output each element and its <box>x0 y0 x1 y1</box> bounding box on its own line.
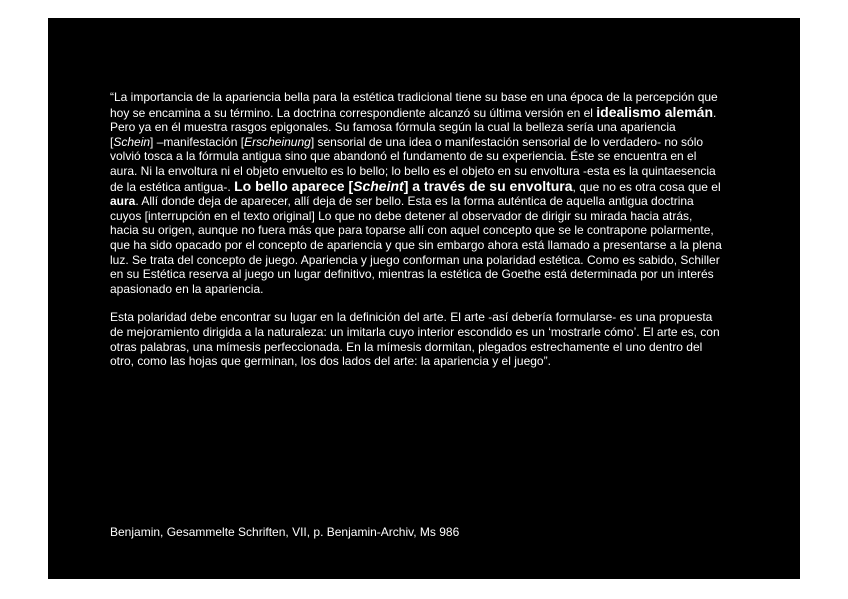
citation: Benjamin, Gesammelte Schriften, VII, p. Benjamin-Archiv, Ms 986 <box>110 525 460 539</box>
quote-text-run: Lo bello aparece [ <box>234 177 354 194</box>
quote-text-run: , que no es otra cosa que el <box>572 179 721 194</box>
quote-text-run: ] –manifestación [ <box>150 134 245 149</box>
term-schein: Schein <box>113 134 151 149</box>
quote-text-run: ] sensorial de una idea o manifestación sensorial de lo verdadero- no sólo volvió tosca a la fórmula antigua sino que abandonó el fundamento de su experiencia. Éste se encuentra en el aura. Ni la envoltura ni el objeto envuelto es lo bello; lo bello es el objeto en su envoltura -esta es la quintaesencia de la estética antigua-. <box>110 134 716 194</box>
quote-paragraph-2: Esta polaridad debe encontrar su lugar en la definición del arte. El arte -así debería formularse- es una propuesta de mejoramiento dirigida a la naturaleza: un imitarla cuyo interior escondido es un ‘mostrarle cómo’. El arte es, con otras palabras, una mímesis perfeccionada. En la mímesis dormitan, plegados estrechamente el uno dentro del otro, como las hojas que germinan, los dos lados del arte: la apariencia y el juego”. <box>110 310 720 369</box>
emphasis-aura: aura <box>110 194 136 209</box>
term-erscheinung: Erscheinung <box>244 134 311 149</box>
term-scheint: Scheint <box>353 177 404 194</box>
quote-text-run: . Pero ya en él muestra rasgos epigonales. Su famosa fórmula según la cual la belleza sería una apariencia [ <box>110 105 717 149</box>
emphasis-lo-bello <box>234 178 572 194</box>
quote-text-run: “La importancia de la apariencia bella para la estética tradicional tiene su base en una época de la percepción que hoy se encamina a su término. La doctrina correspondiente alcanzó su última versión en el <box>110 90 718 120</box>
emphasis-idealismo: idealismo alemán <box>596 103 713 120</box>
quote-text-run: ] a través de su envoltura <box>403 177 573 194</box>
quote-paragraph-1 <box>110 90 722 296</box>
quote-text <box>110 90 722 369</box>
slide <box>48 18 800 579</box>
quote-text-run: . Allí donde deja de aparecer, allí deja de ser bello. Esta es la forma auténtica de aquella antigua doctrina cuyos [interrupción en el texto original] Lo que no debe detener al observador de dirigir su mirada hacia atrás, hacia su origen, aunque no fuera más que para toparse allí con aquel concepto que se le contrapone polarmente, que ha sido opacado por el concepto de apariencia y que sin embargo ahora está llamado a presentarse a la plena luz. Se trata del concepto de juego. Apariencia y juego conforman una polaridad estética. Como es sabido, Schiller en su Estética reserva al juego un lugar definitivo, mientras la estética de Goethe está determinada por un interés apasionado en la apariencia. <box>110 194 722 296</box>
